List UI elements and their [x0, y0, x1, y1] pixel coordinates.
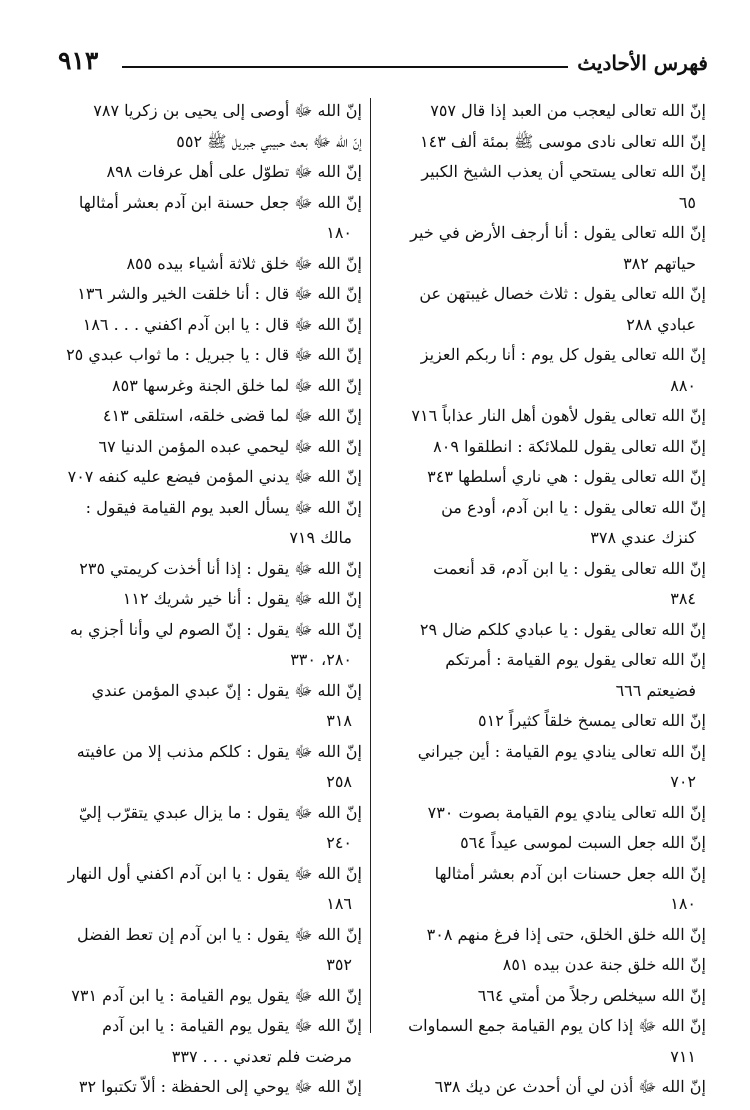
index-entry: إنّ الله تعالى ليعجب من العبد إذا قال ٧٥٧: [430, 101, 706, 120]
index-entry: إنّ الله سيخلص رجلاً من أمتي ٦٦٤: [477, 985, 706, 1005]
index-entry: إنّ الله تعالى يقول : ثلاث خصال غيبتهن عن عبادي ٢٨٨: [419, 284, 706, 334]
index-entry: إنّ الله ﷻ يقول : إنّ عبدي المؤمن عندي ٣١٨: [91, 680, 362, 730]
index-entry: إنّ الله ﷻ يقول : كلكم مذنب إلا من عافيته ٢٥٨: [76, 741, 362, 791]
index-entry: إنّ الله تعالى يقول لأهون أهل النار عذاباً ٧١٦: [411, 406, 706, 425]
index-entry: إنّ الله تعالى يقول : أنا أرجف الأرض في خير حياتهم ٣٨٢: [410, 223, 706, 273]
page-title: فهرس الأحاديث: [577, 51, 708, 75]
index-entry: إنّ الله ﷻ يقول : إذا أنا أخذت كريمتي ٢٣٥: [79, 558, 362, 578]
index-entry: إنّ الله ﷻ أوصى إلى يحيى بن زكريا ٧٨٧: [93, 101, 362, 120]
index-entry: إنّ الله ﷻ يقول : أنا خير شريك ١١٢: [122, 589, 362, 608]
index-entry: إنّ الله ﷻ يقول : إنّ الصوم لي وأنا أجزي به ٢٨٠، ٣٣٠: [69, 619, 362, 669]
index-entry: إنّ الله تعالى يستحي أن يعذب الشيخ الكبير ٦٥: [421, 162, 706, 212]
index-entry: إنّ الله ﷻ قال : يا ابن آدم اكفني . . . ١٨٦: [82, 314, 362, 334]
index-entry: إنّ الله تعالى نادى موسى ﷺ بمئة ألف ١٤٣: [420, 131, 706, 151]
index-entry: إنّ الله تعالى يقول كل يوم : أنا ربكم العزيز ٨٨٠: [420, 345, 706, 395]
index-entry: إنّ الله تعالى يقول : يا عبادي كلكم ضال ٢٩: [419, 619, 706, 639]
index-entry: إنّ الله خلق الخلق، حتى إذا فرغ منهم ٣٠٨: [426, 924, 706, 944]
index-entry: إنّ الله ﷻ أذن لي أن أحدث عن ديك ٦٣٨: [434, 1077, 706, 1096]
left-entry-list: [62, 96, 362, 1103]
index-entry: إنّ الله ﷻ تطوّل على أهل عرفات ٨٩٨: [106, 162, 362, 181]
index-entry: إنّ الله ﷻ بعث حبيبي جبريل ﷺ ٥٥٢: [176, 131, 362, 151]
index-entry: إنّ الله تعالى يقول : يا ابن آدم، أودع من كنزك عندي ٣٧٨: [441, 497, 706, 547]
index-entry: إنّ الله ﷻ لما قضى خلقه، استلقى ٤١٣: [102, 406, 362, 425]
index-entry: إنّ الله ﷻ لما خلق الجنة وغرسها ٨٥٣: [112, 375, 362, 395]
index-entry: إنّ الله ﷻ إذا كان يوم القيامة جمع السماوات ٧١١: [408, 1016, 706, 1066]
index-entry: إنّ الله ﷻ قال : أنا خلقت الخير والشر ١٣٦: [77, 284, 362, 303]
index-entry: إنّ الله ﷻ خلق ثلاثة أشياء بيده ٨٥٥: [126, 253, 362, 273]
index-entry: إنّ الله ﷻ قال : يا جبريل : ما ثواب عبدي ٢٥: [66, 345, 362, 364]
index-entry: إنّ الله ﷻ يقول : يا ابن آدم اكفني أول النهار ١٨٦: [67, 863, 362, 913]
index-entry: إنّ الله ﷻ يدني المؤمن فيضع عليه كنفه ٧٠٧: [67, 467, 362, 486]
index-entry: إنّ الله تعالى يقول : يا ابن آدم، قد أنعمت ٣٨٤: [433, 558, 706, 608]
index-entry: إنّ الله تعالى يمسخ خلقاً كثيراً ٥١٢: [478, 711, 706, 730]
index-entry: إنّ الله تعالى ينادي يوم القيامة : أين جيراني ٧٠٢: [417, 741, 706, 791]
index-entry: إنّ الله ﷻ يقول يوم القيامة : يا ابن آدم مرضت فلم تعدني . . . ٣٣٧: [102, 1016, 362, 1066]
page-header: [58, 44, 708, 82]
page-number: ٩١٣: [58, 46, 99, 75]
left-column: [62, 96, 362, 1103]
index-entry: إنّ الله ﷻ يوحي إلى الحفظة : ألاّ تكتبوا ٣٢: [78, 1077, 362, 1096]
index-entry: إنّ الله خلق جنة عدن بيده ٨٥١: [502, 955, 706, 974]
index-entry: إنّ الله تعالى ينادي يوم القيامة بصوت ٧٣٠: [427, 802, 706, 822]
header-rule: [122, 66, 568, 68]
index-entry: إنّ الله ﷻ جعل حسنة ابن آدم بعشر أمثالها ١٨٠: [78, 192, 362, 242]
index-entry: إنّ الله ﷻ يسأل العبد يوم القيامة فيقول : مالك ٧١٩: [85, 497, 362, 547]
index-entry: إنّ الله ﷻ يقول : يا ابن آدم إن تعط الفضل ٣٥٢: [77, 924, 362, 974]
index-entry: إنّ الله ﷻ يقول يوم القيامة : يا ابن آدم ٧٣١: [71, 985, 362, 1005]
index-entry: إنّ الله ﷻ ليحمي عبده المؤمن الدنيا ٦٧: [98, 436, 362, 456]
right-column: [404, 96, 706, 1103]
index-entry: إنّ الله جعل حسنات ابن آدم بعشر أمثالها ١٨٠: [434, 863, 706, 913]
index-entry: إنّ الله ﷻ يقول : ما يزال عبدي يتقرّب إليّ ٢٤٠: [78, 802, 362, 852]
column-divider: [370, 98, 371, 1033]
index-entry: إنّ الله جعل السبت لموسى عيداً ٥٦٤: [460, 833, 706, 852]
index-entry: إنّ الله تعالى يقول : هي ناري أسلطها ٣٤٣: [427, 467, 706, 486]
index-entry: إنّ الله تعالى يقول للملائكة : انطلقوا ٨٠٩: [433, 436, 706, 456]
right-entry-list: [404, 96, 706, 1103]
index-entry: إنّ الله تعالى يقول يوم القيامة : أمرتكم فضيعتم ٦٦٦: [445, 650, 706, 700]
